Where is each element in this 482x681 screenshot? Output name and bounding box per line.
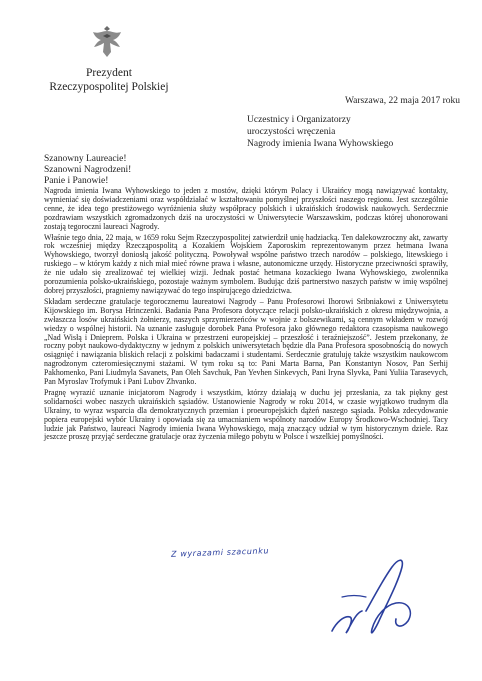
office-line-1: Prezydent bbox=[86, 67, 132, 79]
recipient-line-1: Uczestnicy i Organizatorzy bbox=[247, 115, 351, 125]
salutation-block bbox=[44, 154, 131, 187]
body-paragraph-4: Pragnę wyrazić uznanie inicjatorom Nagrody i wszystkim, którzy działają w duchu jej przesłania, za tak piękny gest solidarności wobec naszych ukraińskich sąsiadów. Ustanowienie Nagrody w roku 2014, w czasie wyjątkowo trudnym dla Ukrainy, to wyraz wsparcia dla demokratycznych przemian i proeuropejskich dążeń naszego sąsiada. Polska zdecydowanie popiera europejski wybór Ukrainy i opowiada się za umacnianiem wspólnoty narodów Europy Środkowo-Wschodniej. Tacy ludzie jak Państwo, laureaci Nagrody imienia Iwana Wyhowskiego, mają znaczący udział w tym historycznym dziele. Raz jeszcze proszę przyjąć serdeczne gratulacje oraz życzenia miłego pobytu w Polsce i wszelkiej pomyślności. bbox=[44, 387, 448, 442]
letter-date: Warszawa, 22 maja 2017 roku bbox=[344, 96, 460, 106]
recipient-line-3: Nagrody imienia Iwana Wyhowskiego bbox=[247, 139, 394, 150]
body-paragraph-3: Składam serdeczne gratulacje tegorocznemu laureatowi Nagrody – Panu Profesorowi Ihorowi Sribniakowi z Uniwersytetu Kijowskiego im. Borysa Hrinczenki. Badania Pana Profesora dotyczące relacji polsko-ukraińskich z okresu międzywojnia, a zwłaszcza losów ukraińskich żołnierzy, naszych sprzymierzeńców w wojnie z bolszewikami, są cennym wkładem w rozwój wiedzy o wspólnej historii. Na uznanie zasługuje dorobek Pana Profesora jako głównego redaktora czasopisma naukowego „Nad Wisłą i Dnieprem. Polska i Ukraina w przestrzeni europejskiej – przeszłość i teraźniejszość”. Jestem przekonany, że roczny pobyt naukowo-dydaktyczny w jednym z polskich uniwersytetach będzie dla Pana Profesora sposobnością do nowych osiągnięć i nawiązania bliskich relacji z polskimi badaczami i studentami. Serdecznie gratuluję także wszystkim naukowcom nagrodzonym czteromiesięcznymi stażami. W tym roku są to: Pani Marta Barna, Pan Konstantyn Nosov, Pan Serhij Pakhomenko, Pani Liudmyla Savanets, Pan Oleh Savchuk, Pan Yevhen Sinkevych, Pani Iryna Slyvka, Pani Yuliia Tarasevych, Pan Myroslav Trofymuk i Pani Lubov Zhvanko. bbox=[44, 296, 448, 387]
recipient-block bbox=[247, 114, 393, 151]
polish-white-eagle-icon bbox=[90, 22, 124, 60]
office-line-2: Rzeczypospolitej Polskiej bbox=[49, 81, 169, 93]
handwritten-closing: Z wyrazami szacunku bbox=[170, 546, 270, 559]
salutation-line-1: Szanowny Laureacie! bbox=[44, 154, 127, 164]
letter-body bbox=[44, 187, 448, 444]
president-office-name bbox=[28, 66, 190, 94]
body-paragraph-2: Właśnie tego dnia, 22 maja, w 1659 roku Sejm Rzeczypospolitej zatwierdził unię hadziacką. Ten dalekowzroczny akt, zawarty rok wcześniej między Rzecząpospolitą a Kozakiem Wojskiem Zaporoskim reprezentowanym przez hetmana Iwana Wyhowskiego, tworzył doniosłą jakość polityczną. Powoływał wspólne państwo trzech narodów – polskiego, litewskiego i ruskiego – w którym każdy z nich miał mieć równe prawa i własne, autonomiczne urzędy. Historyczne przeciwności sprawiły, że nie udało się zrealizować tej wielkiej wizji. Jednak postać hetmana kozackiego Iwana Wyhowskiego, zwolennika porozumienia polsko-ukraińskiego, pozostaje ważnym symbolem. Budując dziś partnerstwo naszych państw w imię wspólnej dobrej przyszłości, pragniemy nawiązywać do tego inspirującego dziedzictwa. bbox=[44, 232, 448, 295]
salutation-line-2: Szanowni Nagrodzeni! bbox=[44, 165, 132, 175]
salutation-line-3: Panie i Panowie! bbox=[44, 176, 109, 186]
handwritten-signature-icon bbox=[322, 553, 422, 639]
body-paragraph-1: Nagroda imienia Iwana Wyhowskiego to jeden z mostów, dzięki którym Polacy i Ukraińcy mogą nawiązywać kontakty, wymieniać się doświadczeniami oraz współdziałać w kształtowaniu pomyślnej przyszłości naszego regionu. Jest szczególnie cenne, że idea tego prestiżowego wyróżnienia służy współpracy polskich i ukraińskich środowisk naukowych. Serdecznie pozdrawiam wszystkich zgromadzonych dziś na uroczystości w Uniwersytecie Warszawskim, podczas której uhonorowani zostają tegoroczni laureaci Nagrody. bbox=[44, 186, 448, 231]
recipient-line-2: uroczystości wręczenia bbox=[247, 127, 336, 138]
